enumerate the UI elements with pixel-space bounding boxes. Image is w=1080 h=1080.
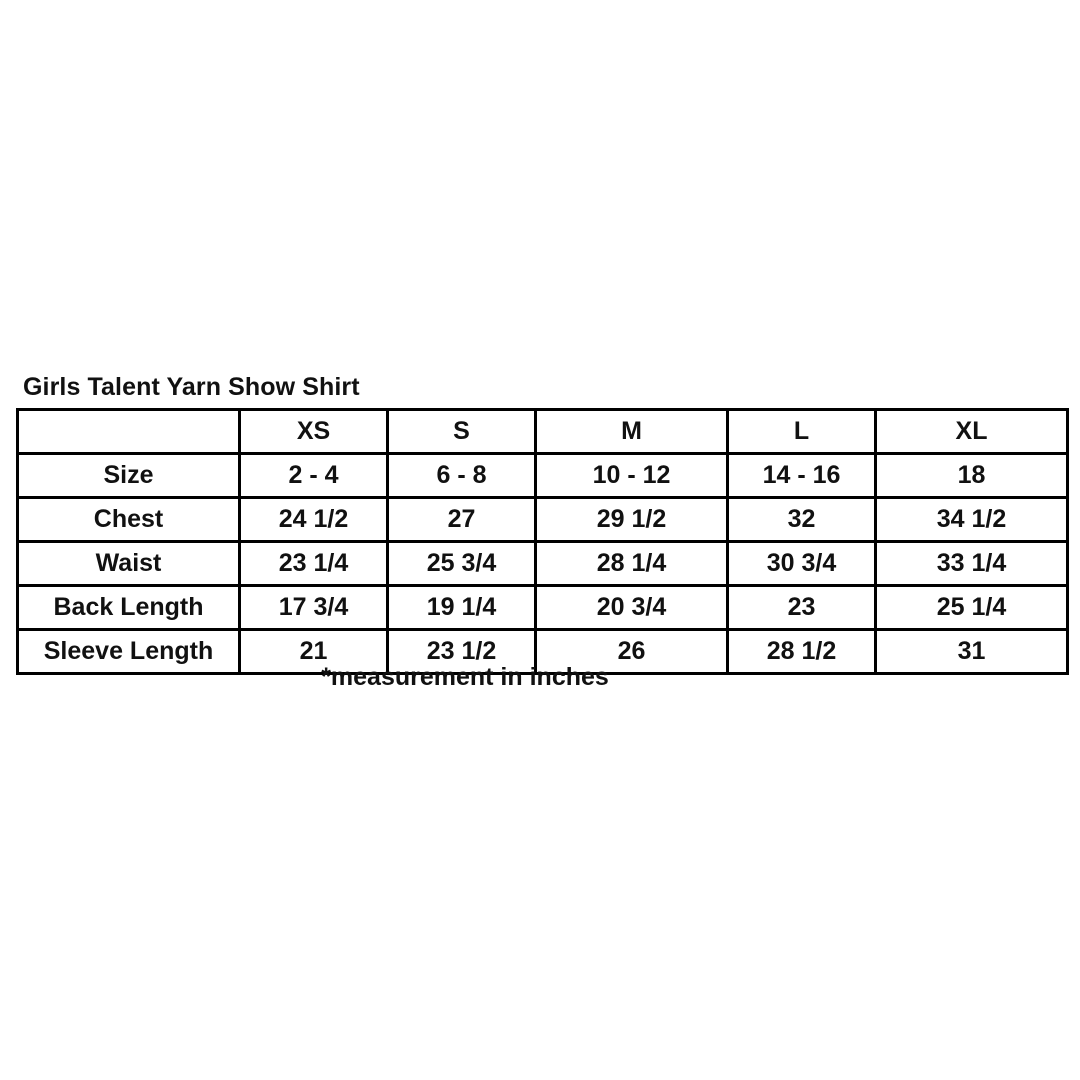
row-label-back-length: Back Length: [18, 586, 240, 630]
column-header-m: M: [536, 410, 728, 454]
table-row: [18, 586, 1068, 630]
cell-sleeve-length-xl: 31: [876, 630, 1068, 674]
row-label-size: Size: [18, 454, 240, 498]
page-title: Girls Talent Yarn Show Shirt: [23, 373, 360, 401]
cell-chest-l: 32: [728, 498, 876, 542]
cell-sleeve-length-m: 26: [536, 630, 728, 674]
cell-waist-l: 30 3/4: [728, 542, 876, 586]
table-row: [18, 498, 1068, 542]
row-label-chest: Chest: [18, 498, 240, 542]
cell-sleeve-length-l: 28 1/2: [728, 630, 876, 674]
cell-back-length-xl: 25 1/4: [876, 586, 1068, 630]
row-label-waist: Waist: [18, 542, 240, 586]
cell-back-length-m: 20 3/4: [536, 586, 728, 630]
cell-size-s: 6 - 8: [388, 454, 536, 498]
cell-chest-m: 29 1/2: [536, 498, 728, 542]
size-chart-table: [16, 408, 1069, 675]
cell-waist-s: 25 3/4: [388, 542, 536, 586]
table-row: [18, 454, 1068, 498]
cell-chest-s: 27: [388, 498, 536, 542]
cell-size-l: 14 - 16: [728, 454, 876, 498]
cell-back-length-xs: 17 3/4: [240, 586, 388, 630]
cell-waist-xl: 33 1/4: [876, 542, 1068, 586]
cell-chest-xs: 24 1/2: [240, 498, 388, 542]
cell-size-m: 10 - 12: [536, 454, 728, 498]
table-header-row: [18, 410, 1068, 454]
measurement-footnote: *measurement in inches: [321, 663, 609, 691]
cell-back-length-s: 19 1/4: [388, 586, 536, 630]
column-header-s: S: [388, 410, 536, 454]
cell-sleeve-length-s: 23 1/2: [388, 630, 536, 674]
cell-waist-m: 28 1/4: [536, 542, 728, 586]
column-header-xs: XS: [240, 410, 388, 454]
column-header-xl: XL: [876, 410, 1068, 454]
table-row: [18, 542, 1068, 586]
cell-back-length-l: 23: [728, 586, 876, 630]
cell-chest-xl: 34 1/2: [876, 498, 1068, 542]
cell-size-xs: 2 - 4: [240, 454, 388, 498]
cell-waist-xs: 23 1/4: [240, 542, 388, 586]
row-label-sleeve-length: Sleeve Length: [18, 630, 240, 674]
cell-sleeve-length-xs: 21: [240, 630, 388, 674]
column-header-l: L: [728, 410, 876, 454]
table-corner-cell: [18, 410, 240, 454]
cell-size-xl: 18: [876, 454, 1068, 498]
